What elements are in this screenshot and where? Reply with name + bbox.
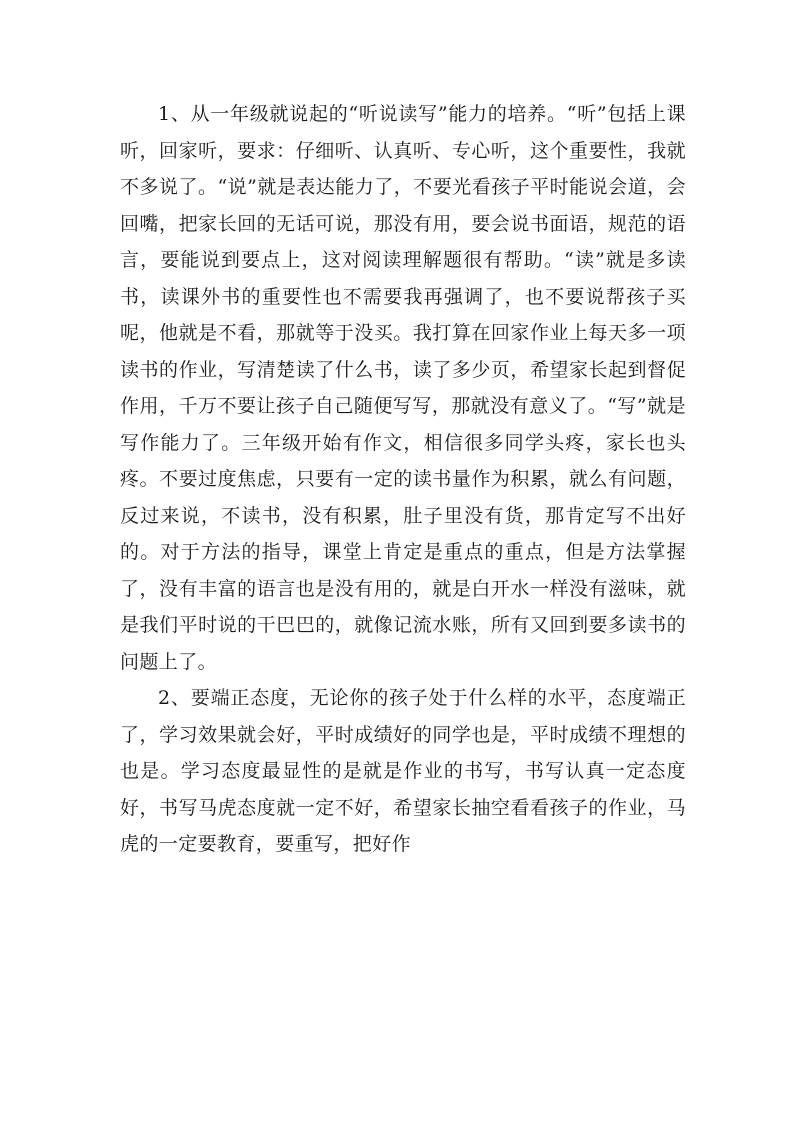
document-body [120, 96, 686, 863]
paragraph-listening-speaking-reading-writing: 1、从一年级就说起的“听说读写”能力的培养。“听”包括上课听，回家听，要求：仔细听、认真听、专心听，这个重要性，我就不多说了。“说”就是表达能力了，不要光看孩子平时能说会道，会回嘴，把家长回的无话可说，那没有用，要会说书面语，规范的语言，要能说到要点上，这对阅读理解题很有帮助。“读”就是多读书，读课外书的重要性也不需要我再强调了，也不要说帮孩子买呢，他就是不看，那就等于没买。我打算在回家作业上每天多一项读书的作业，写清楚读了什么书，读了多少页，希望家长起到督促作用，千万不要让孩子自己随便写写，那就没有意义了。“写”就是写作能力了。三年级开始有作文，相信很多同学头疼，家长也头疼。不要过度焦虑，只要有一定的读书量作为积累，就么有问题，反过来说，不读书，没有积累，肚子里没有货，那肯定写不出好的。对于方法的指导，课堂上肯定是重点的重点，但是方法掌握了，没有丰富的语言也是没有用的，就是白开水一样没有滋味，就是我们平时说的干巴巴的，就像记流水账，所有又回到要多读书的问题上了。 [120, 103, 686, 673]
paragraph-attitude: 2、要端正态度，无论你的孩子处于什么样的水平，态度端正了，学习效果就会好，平时成绩好的同学也是，平时成绩不理想的也是。学习态度最显性的是就是作业的书写，书写认真一定态度好，书写马虎态度就一定不好，希望家长抽空看看孩子的作业，马虎的一定要教育，要重写，把好作 [120, 687, 686, 855]
